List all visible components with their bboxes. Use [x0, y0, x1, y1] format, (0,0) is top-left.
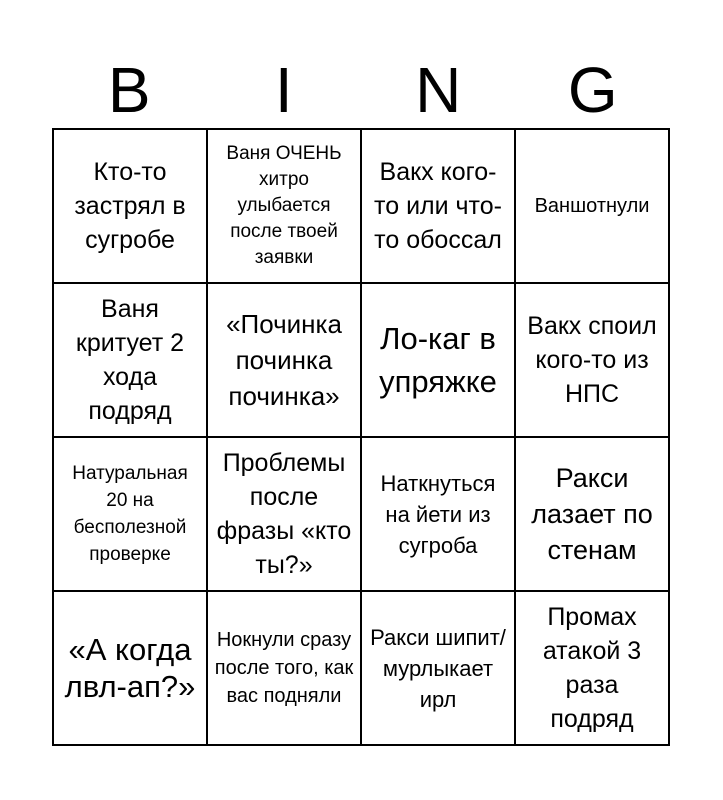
- cell-text: Ракси лазает по стенам: [531, 463, 653, 565]
- cell-text: Нокнули сразу после того, как вас подняли: [214, 629, 354, 707]
- bingo-cell-3-3[interactable]: [362, 438, 516, 592]
- cell-text: Ваня критует 2 хода подряд: [75, 295, 185, 425]
- cell-text: Ваншотнули: [534, 194, 650, 217]
- bingo-cell-1-2[interactable]: [208, 130, 362, 284]
- bingo-cell-4-3[interactable]: [362, 592, 516, 746]
- bingo-cell-2-2[interactable]: [208, 284, 362, 438]
- bingo-cell-3-4[interactable]: [516, 438, 670, 592]
- cell-text: «Починка починка починка»: [226, 309, 342, 411]
- bingo-cell-2-3[interactable]: [362, 284, 516, 438]
- bingo-board: [52, 128, 670, 746]
- cell-text: Ракси шипит/мурлыкает ирл: [370, 624, 506, 712]
- header-letter-n: N: [415, 54, 462, 126]
- cell-text: «А когда лвл-ап?»: [64, 632, 196, 704]
- cell-text: Кто-то застрял в сугробе: [74, 158, 186, 254]
- bingo-cell-4-1[interactable]: [54, 592, 208, 746]
- cell-text: Ваня ОЧЕНЬ хитро улыбается после твоей заявки: [226, 143, 342, 268]
- cell-text: Промах атакой 3 раза подряд: [542, 603, 642, 733]
- cell-text: Наткнуться на йети из сугроба: [380, 470, 496, 558]
- header-letter-g: G: [567, 54, 618, 126]
- bingo-cell-4-4[interactable]: [516, 592, 670, 746]
- cell-text: Ло-каг в упряжке: [379, 321, 497, 399]
- cell-text: Проблемы после фразы «кто ты?»: [216, 449, 352, 579]
- bingo-cell-3-1[interactable]: [54, 438, 208, 592]
- bingo-cell-4-2[interactable]: [208, 592, 362, 746]
- cell-text: Вакх споил кого-то из НПС: [527, 312, 657, 408]
- bingo-cell-3-2[interactable]: [208, 438, 362, 592]
- cell-text: Натуральная 20 на бесполезной проверке: [72, 463, 188, 565]
- bingo-cell-2-1[interactable]: [54, 284, 208, 438]
- header-letter-i: I: [274, 54, 293, 126]
- bingo-cell-1-1[interactable]: [54, 130, 208, 284]
- bingo-header: [52, 52, 670, 128]
- cell-text: Вакх кого-то или что-то обоссал: [374, 158, 502, 254]
- header-letter-b: B: [107, 54, 151, 126]
- bingo-cell-2-4[interactable]: [516, 284, 670, 438]
- bingo-cell-1-3[interactable]: [362, 130, 516, 284]
- bingo-cell-1-4[interactable]: [516, 130, 670, 284]
